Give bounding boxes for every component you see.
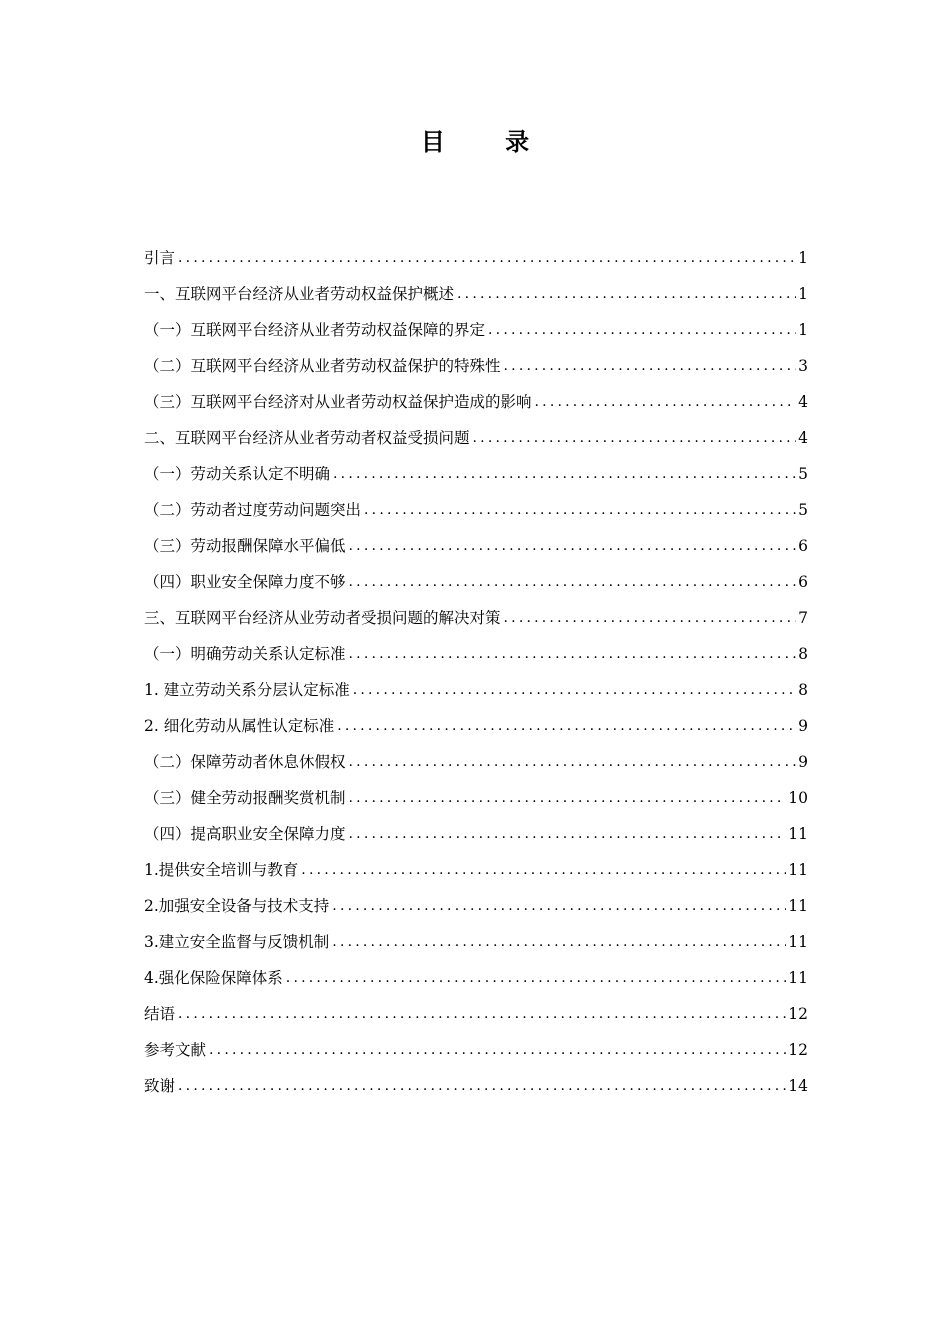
dot-leader	[178, 1068, 786, 1104]
toc-entry[interactable]	[144, 456, 808, 492]
toc-entry[interactable]	[144, 564, 808, 600]
toc-entry-label: （二）互联网平台经济从业者劳动权益保护的特殊性	[144, 357, 501, 375]
toc-entry-label: 结语	[144, 1005, 176, 1023]
dot-leader	[332, 888, 786, 924]
toc-entry-label: （四）提高职业安全保障力度	[144, 825, 346, 843]
toc-entry[interactable]	[144, 1032, 808, 1068]
dot-leader	[333, 456, 796, 492]
toc-entry[interactable]	[144, 384, 808, 420]
toc-entry-label: 三、互联网平台经济从业劳动者受损问题的解决对策	[144, 609, 501, 627]
toc-entry[interactable]	[144, 672, 808, 708]
toc-entry-label: （三）劳动报酬保障水平偏低	[144, 537, 346, 555]
toc-entry[interactable]	[144, 888, 808, 924]
dot-leader	[488, 312, 796, 348]
toc-entry[interactable]	[144, 852, 808, 888]
toc-entry[interactable]	[144, 1068, 808, 1104]
toc-entry[interactable]	[144, 636, 808, 672]
toc-entry-page-number: 5	[798, 465, 808, 483]
toc-entry[interactable]	[144, 960, 808, 996]
toc-entry-label: 1.提供安全培训与教育	[144, 861, 299, 879]
toc-entry-page-number: 1	[798, 321, 808, 339]
page-title: 目 录	[420, 128, 556, 156]
toc-entry-page-number: 6	[798, 537, 808, 555]
toc-entry-label: 一、互联网平台经济从业者劳动权益保护概述	[144, 285, 455, 303]
dot-leader	[332, 924, 786, 960]
toc-entry-label: 二、互联网平台经济从业者劳动者权益受损问题	[144, 429, 470, 447]
dot-leader	[301, 852, 786, 888]
toc-entry-page-number: 4	[798, 393, 808, 411]
dot-leader	[457, 276, 796, 312]
dot-leader	[349, 816, 787, 852]
toc-entry[interactable]	[144, 276, 808, 312]
toc-entry-page-number: 4	[798, 429, 808, 447]
dot-leader	[353, 672, 796, 708]
toc-entry-label: （一）明确劳动关系认定标准	[144, 645, 346, 663]
table-of-contents	[144, 240, 808, 1104]
dot-leader	[349, 780, 787, 816]
toc-entry-label: （三）健全劳动报酬奖赏机制	[144, 789, 346, 807]
toc-entry-page-number: 1	[798, 249, 808, 267]
toc-entry-label: 致谢	[144, 1077, 176, 1095]
toc-entry-page-number: 10	[788, 789, 808, 807]
toc-entry-page-number: 11	[788, 933, 808, 951]
dot-leader	[349, 564, 797, 600]
toc-entry[interactable]	[144, 600, 808, 636]
dot-leader	[473, 420, 797, 456]
toc-entry-page-number: 9	[798, 717, 808, 735]
dot-leader	[349, 744, 797, 780]
toc-entry-page-number: 6	[798, 573, 808, 591]
dot-leader	[286, 960, 786, 996]
dot-leader	[504, 348, 797, 384]
dot-leader	[337, 708, 796, 744]
toc-entry-page-number: 12	[788, 1041, 808, 1059]
toc-entry[interactable]	[144, 348, 808, 384]
toc-entry-page-number: 11	[788, 861, 808, 879]
toc-entry-label: （一）互联网平台经济从业者劳动权益保障的界定	[144, 321, 486, 339]
dot-leader	[178, 996, 786, 1032]
dot-leader	[349, 528, 797, 564]
toc-entry-page-number: 14	[788, 1077, 808, 1095]
dot-leader	[535, 384, 797, 420]
toc-entry-label: 3.建立安全监督与反馈机制	[144, 933, 330, 951]
toc-entry-label: 4.强化保险保障体系	[144, 969, 283, 987]
dot-leader	[364, 492, 796, 528]
toc-entry-label: 2.加强安全设备与技术支持	[144, 897, 330, 915]
dot-leader	[504, 600, 797, 636]
toc-entry-label: 1. 建立劳动关系分层认定标准	[144, 681, 350, 699]
toc-entry-label: 2. 细化劳动从属性认定标准	[144, 717, 335, 735]
toc-entry-page-number: 11	[788, 825, 808, 843]
toc-entry[interactable]	[144, 528, 808, 564]
toc-entry[interactable]	[144, 816, 808, 852]
toc-entry-page-number: 1	[798, 285, 808, 303]
toc-entry-label: （一）劳动关系认定不明确	[144, 465, 331, 483]
toc-entry[interactable]	[144, 996, 808, 1032]
toc-entry[interactable]	[144, 708, 808, 744]
toc-entry[interactable]	[144, 780, 808, 816]
toc-entry[interactable]	[144, 744, 808, 780]
dot-leader	[349, 636, 797, 672]
toc-entry[interactable]	[144, 492, 808, 528]
toc-entry-page-number: 12	[788, 1005, 808, 1023]
toc-entry-label: 参考文献	[144, 1041, 207, 1059]
toc-entry-page-number: 7	[798, 609, 808, 627]
dot-leader	[178, 240, 796, 276]
toc-entry-page-number: 11	[788, 969, 808, 987]
toc-entry-label: （二）保障劳动者休息休假权	[144, 753, 346, 771]
toc-entry[interactable]	[144, 312, 808, 348]
toc-entry-label: （二）劳动者过度劳动问题突出	[144, 501, 362, 519]
toc-entry-page-number: 9	[798, 753, 808, 771]
toc-entry[interactable]	[144, 924, 808, 960]
toc-entry-page-number: 5	[798, 501, 808, 519]
toc-entry-page-number: 3	[798, 357, 808, 375]
dot-leader	[209, 1032, 786, 1068]
toc-entry-label: （三）互联网平台经济对从业者劳动权益保护造成的影响	[144, 393, 532, 411]
toc-entry-page-number: 11	[788, 897, 808, 915]
toc-entry-page-number: 8	[798, 645, 808, 663]
toc-entry-page-number: 8	[798, 681, 808, 699]
toc-entry-label: （四）职业安全保障力度不够	[144, 573, 346, 591]
toc-entry-label: 引言	[144, 249, 176, 267]
toc-entry[interactable]	[144, 240, 808, 276]
toc-entry[interactable]	[144, 420, 808, 456]
